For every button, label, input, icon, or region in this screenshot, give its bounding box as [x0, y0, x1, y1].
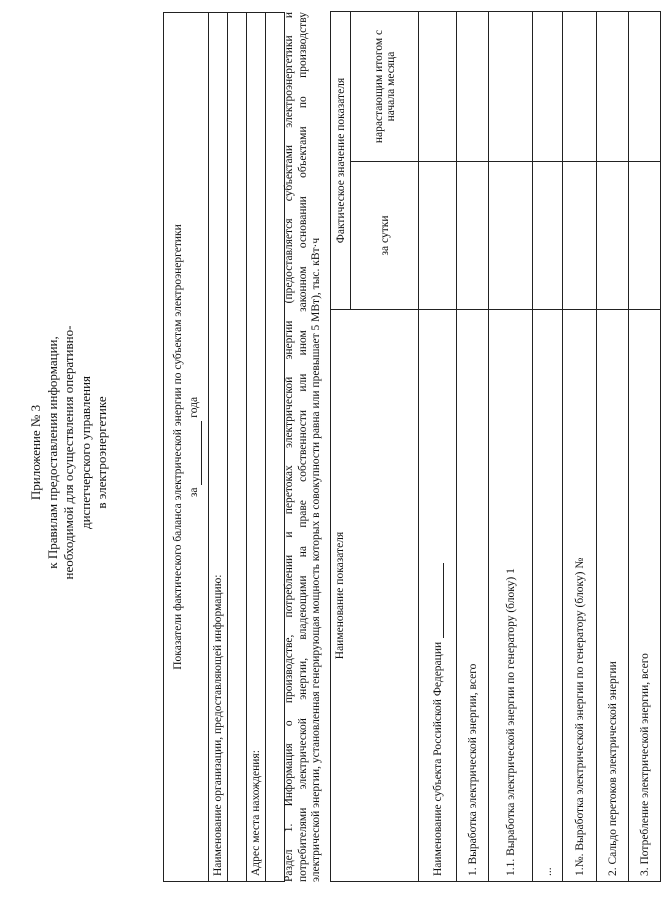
- address-label: Адрес места нахождения:: [247, 13, 266, 882]
- address-blank-row: [266, 13, 285, 882]
- cell-cumulative: [563, 12, 597, 162]
- cell-cumulative: [489, 12, 533, 162]
- section-1-line-3: электрической энергии, установленная генерирующая мощность которых в совокупности равна или превышает 5 МВт), тыс. кВт·ч: [310, 237, 322, 882]
- form-title-cell: [164, 13, 209, 882]
- org-blank-row: [228, 13, 247, 882]
- cell-cumulative: [597, 12, 629, 162]
- region-blank: [433, 563, 444, 638]
- cell-day: [489, 162, 533, 310]
- row-label: 1.№. Выработка электрической энергии по генератору (блоку) №: [563, 310, 597, 882]
- appendix-line-1: к Правилам предоставления информации,: [44, 336, 60, 569]
- form-header-table: [163, 12, 285, 882]
- table-header-row-1: [331, 12, 351, 882]
- cell-cumulative: [629, 12, 661, 162]
- section-1-description: [283, 12, 324, 882]
- col-name-header: Наименование показателя: [331, 310, 419, 882]
- appendix-line-4: в электроэнергетике: [94, 396, 109, 509]
- cell-day: [457, 162, 489, 310]
- row-label: ...: [533, 310, 563, 882]
- period-blank: [189, 421, 202, 485]
- row-label: Наименование субъекта Российской Федерации: [419, 310, 457, 882]
- row-label: 3. Потребление электрической энергии, всего: [629, 310, 661, 882]
- cell-cumulative: [419, 12, 457, 162]
- section-1-line-2: потребителями электрической энергии, владеющими на праве собственности или ином законном основании объектами по производству: [296, 12, 309, 882]
- table-row: [533, 12, 563, 882]
- col-day-header: за сутки: [351, 162, 419, 310]
- form-for-label: за: [188, 487, 200, 498]
- form-year-label: года: [188, 396, 200, 418]
- cell-day: [597, 162, 629, 310]
- org-row: [209, 13, 228, 882]
- cell-cumulative: [457, 12, 489, 162]
- address-row: [247, 13, 266, 882]
- org-label: Наименование организации, предоставляющей информацию:: [209, 13, 228, 882]
- balance-table: [330, 11, 661, 882]
- section-1-line-1: Раздел 1. Информация о производстве, потреблении и перетоках электрической энергии (предоставляется субъектами электроэнергетики и: [283, 12, 295, 882]
- table-row: [563, 12, 597, 882]
- cell-day: [563, 162, 597, 310]
- row-label: 2. Сальдо перетоков электрической энергии: [597, 310, 629, 882]
- table-row: [457, 12, 489, 882]
- appendix-line-2: необходимой для осуществления оперативно-: [61, 325, 76, 580]
- col-fact-header: Фактическое значение показателя: [331, 12, 351, 310]
- appendix-title: Приложение № 3: [28, 404, 43, 501]
- form-title-row: [164, 13, 209, 882]
- form-title: Показатели фактического баланса электрической энергии по субъектам электроэнергетики: [172, 224, 184, 670]
- form-period: [186, 18, 202, 876]
- cell-day: [419, 162, 457, 310]
- org-value: [228, 13, 247, 882]
- table-row: [597, 12, 629, 882]
- appendix-line-3: диспетчерского управления: [77, 375, 93, 530]
- address-value: [266, 13, 285, 882]
- cell-cumulative: [533, 12, 563, 162]
- cell-day: [629, 162, 661, 310]
- col-cumulative-header: нарастающим итогом с начала месяца: [351, 12, 419, 162]
- row-label: 1.1. Выработка электрической энергии по генератору (блоку) 1: [489, 310, 533, 882]
- table-row: [629, 12, 661, 882]
- cell-day: [533, 162, 563, 310]
- table-row-region: [419, 12, 457, 882]
- appendix-header: [28, 0, 111, 905]
- table-row: [489, 12, 533, 882]
- row-label: 1. Выработка электрической энергии, всего: [457, 310, 489, 882]
